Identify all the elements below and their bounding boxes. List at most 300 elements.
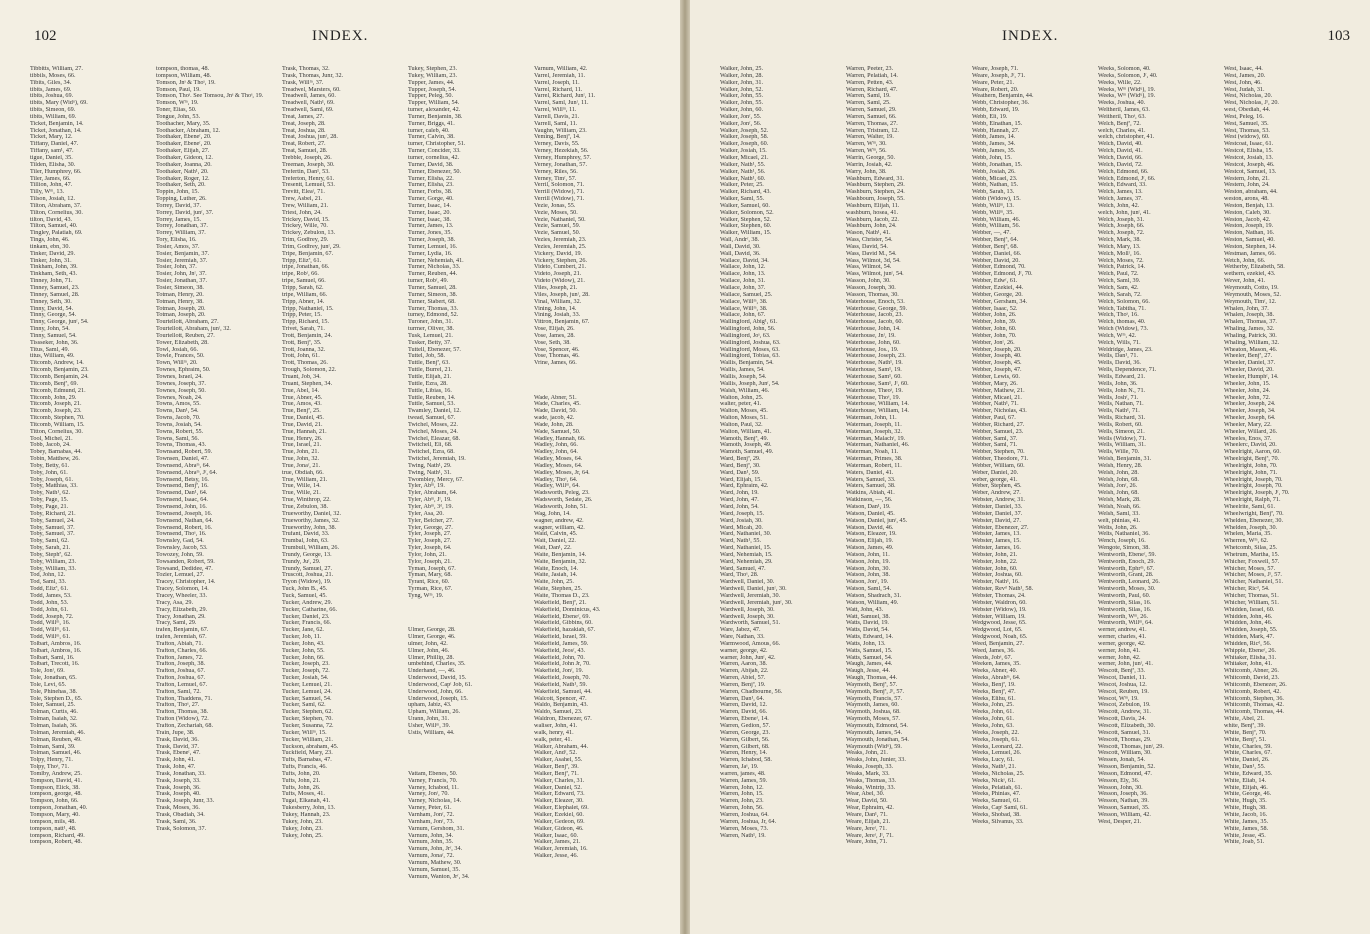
index-entry: Weeks, Shobad, 38. bbox=[972, 811, 1021, 818]
index-entry: Wamoth, Samuel, 49. bbox=[720, 449, 774, 456]
index-entry: tripe, Jonathan, 66. bbox=[282, 264, 330, 271]
index-entry: Tukey, John, 23. bbox=[282, 825, 323, 832]
index-entry: tompson, george, 48. bbox=[30, 791, 82, 798]
index-entry: Watson, James, 49. bbox=[846, 545, 894, 552]
index-entry: Toothaker, Ebeneʳ, 20. bbox=[156, 134, 212, 141]
index-entry: Towns, Dan¹, 54. bbox=[156, 408, 199, 415]
index-entry: Waite, Benjamin, 14. bbox=[534, 551, 587, 558]
index-entry: Tomson, Thoˢ. See Tomsou, Jnˢ & Thoˢ, 19. bbox=[156, 93, 264, 100]
index-entry: Turner, Jones, 35. bbox=[408, 230, 453, 237]
index-entry: Webber, Joseph, 40. bbox=[972, 353, 1022, 360]
index-entry: Wells, William, 31. bbox=[1098, 442, 1146, 449]
index-entry: Tosier, Amos, 37. bbox=[156, 243, 200, 250]
index-entry: Walker, Nath¹, 56. bbox=[720, 168, 766, 175]
index-entry: Welch, Sam, 42. bbox=[1098, 285, 1139, 291]
index-column bbox=[30, 66, 156, 880]
index-entry: Webster, Nath¹, 16. bbox=[972, 579, 1020, 586]
index-entry: Westcot, Samuel, 13. bbox=[1224, 168, 1277, 175]
index-entry: Welsh, Benjamin, 31. bbox=[1098, 456, 1152, 463]
index-entry: Tucker, Saml, 62. bbox=[282, 702, 326, 709]
index-entry: Titus, Saml, 49. bbox=[30, 346, 70, 353]
index-entry: Weare, Elijah, 21. bbox=[846, 818, 891, 825]
index-entry: Wheelerc, David, 20. bbox=[1224, 442, 1277, 449]
index-entry: Warren, Petten, 43. bbox=[846, 79, 894, 86]
index-entry: Warren, Jaˢ, 19. bbox=[720, 764, 759, 771]
index-entry: Wetherby, Elizabeth, 58. bbox=[1224, 264, 1285, 271]
index-entry: Turoner, John, 31. bbox=[408, 319, 454, 326]
index-entry: Ustis, William, 44. bbox=[408, 729, 455, 736]
index-entry: Weaks, John, 21. bbox=[846, 750, 888, 757]
index-entry: Webster, William, 19. bbox=[972, 613, 1026, 620]
index-entry: Weeks, John, 61. bbox=[972, 716, 1014, 723]
index-entry: Welch, Joseph, 72. bbox=[1098, 230, 1145, 237]
index-entry: West, Thomas, 53. bbox=[1224, 127, 1270, 134]
index-entry: Townsley, Jacob, 53. bbox=[156, 545, 208, 552]
index-entry: Tilton, Samuel, 40. bbox=[30, 223, 78, 230]
index-entry: Videto (Widow), 21. bbox=[534, 278, 585, 285]
index-entry: Turner, David, 38. bbox=[408, 161, 454, 168]
index-entry: Wakefield, Jeosʳ, 43. bbox=[534, 647, 586, 654]
index-entry: Tucker, Lemuel, 21. bbox=[282, 681, 332, 688]
index-entry: Walker, Josiah, 15. bbox=[720, 148, 767, 155]
index-entry: Weeks, Leonard, 22. bbox=[972, 743, 1023, 750]
index-entry: Walker, Abraham, 44. bbox=[534, 743, 589, 750]
index-entry: Trask, John, 41. bbox=[156, 757, 196, 764]
index-entry: Weeks, Nickˢ, 61. bbox=[972, 777, 1016, 784]
index-entry: Tracy, Elizabeth, 29. bbox=[156, 606, 208, 613]
index-entry: Webber, Theodore, 71. bbox=[972, 456, 1029, 463]
index-entry: Tryon (Widow), 19. bbox=[282, 579, 332, 586]
index-entry: Welch, Joseph, 66. bbox=[1098, 223, 1145, 230]
index-entry: Tripp, Peter, 15. bbox=[282, 312, 322, 319]
index-entry: Wait, Dan¹, 22. bbox=[534, 545, 572, 552]
index-entry: tibits, Joshua, 69. bbox=[30, 93, 74, 100]
index-entry: Tracey, Solomon, 14. bbox=[156, 586, 209, 593]
index-entry: Tolman, Reuben, 49. bbox=[30, 736, 82, 743]
index-entry: Titcomb, William, 15. bbox=[30, 421, 85, 428]
index-entry: Treadwell, Saml, 69. bbox=[282, 107, 334, 114]
index-entry: Webster, John, 60. bbox=[972, 565, 1018, 572]
index-entry: Warren, Nath¹, 19. bbox=[720, 832, 766, 839]
index-entry: Warren, Peeter, 23. bbox=[846, 66, 894, 72]
index-entry: Tolman, Saml, 39. bbox=[30, 743, 76, 750]
index-entry: wagner, andrew, 42. bbox=[534, 517, 584, 524]
index-entry: Tufts, Barnabas, 47. bbox=[282, 757, 332, 764]
index-entry: West, Nicholas, Jʳ, 20. bbox=[1224, 100, 1279, 107]
index-entry: Welch, Wᵐ, 42. bbox=[1098, 332, 1137, 339]
index-entry: Videto, Joseph, 21. bbox=[534, 271, 582, 278]
index-entry: Tilson, Josiah, 12. bbox=[30, 196, 75, 203]
index-entry: Trumbal, John, 63. bbox=[282, 538, 329, 545]
index-entry: Wentworth, Grant, 28. bbox=[1098, 572, 1154, 579]
index-entry: Vezie, Nathaniel, 50. bbox=[534, 216, 586, 223]
index-entry: Tuckson, abraham, 45. bbox=[282, 743, 339, 750]
index-entry: Wakefield, Joseph, 70. bbox=[534, 675, 591, 682]
index-entry: walk, henry, 41. bbox=[534, 729, 574, 736]
right-index-columns bbox=[720, 66, 1350, 846]
index-entry: Treadwell, James, 60. bbox=[282, 93, 336, 100]
index-entry: Vittron, Benjamin, 67. bbox=[534, 319, 590, 326]
index-entry: Todd, James, 53. bbox=[30, 592, 72, 599]
index-entry: Trevitt, Eleaʳ, 71. bbox=[282, 189, 325, 196]
index-entry: Walker, Gideon, 46. bbox=[534, 825, 584, 832]
index-entry: titus, William, 49. bbox=[30, 353, 75, 360]
index-entry: Welch (Widow), 73. bbox=[1098, 326, 1149, 333]
index-entry: Truant, Job, 34. bbox=[282, 373, 321, 380]
index-entry: Wesson, Samuel, 35. bbox=[1098, 805, 1150, 812]
index-entry: Wescott, Thomas, junʳ, 29. bbox=[1098, 743, 1164, 750]
index-entry: Webber, John, 39. bbox=[972, 319, 1017, 326]
index-entry: Titcomb, Stephen, 70. bbox=[30, 415, 85, 422]
index-entry: Wasson, John, 30. bbox=[846, 278, 891, 285]
index-entry: Weeks, Silvanus, 33. bbox=[972, 818, 1024, 825]
index-entry bbox=[408, 614, 526, 621]
index-entry: Tukey, Stephen, 23. bbox=[408, 66, 458, 72]
index-entry: Turner, Benjamin, 38. bbox=[408, 113, 463, 120]
index-entry: ulmer, John, 42. bbox=[408, 640, 448, 647]
index-entry: Weeks, Lucy, 61. bbox=[972, 757, 1015, 764]
index-entry: turney, Edmond, 52. bbox=[408, 312, 459, 319]
index-entry: Vose, James, 28. bbox=[534, 332, 575, 339]
index-entry: Usher, Willᵐ, 39. bbox=[408, 723, 451, 729]
index-entry: Weston, Benjah, 13. bbox=[1224, 202, 1274, 209]
index-entry: Tukesberry, John, 13. bbox=[282, 805, 336, 812]
index-entry: Welch, David, 72. bbox=[1098, 161, 1143, 168]
index-entry: Wells, Edward, 21. bbox=[1098, 373, 1146, 380]
index-entry: Tyler, Joseph, 27. bbox=[408, 531, 452, 538]
index-entry: Walker, Micael, 21. bbox=[720, 154, 769, 161]
index-entry: Whidden, Joseph, 55. bbox=[1224, 627, 1278, 634]
index-entry: Tolpy, Henry, 71. bbox=[30, 757, 73, 764]
index-entry: Wentworth, Wᵐ, 26. bbox=[1098, 613, 1149, 620]
index-entry: Ward, John, 54. bbox=[720, 504, 759, 510]
index-entry: Wengote, Simon, 38. bbox=[1098, 545, 1150, 552]
index-entry: Varney, Jonʳ, 70. bbox=[408, 791, 449, 798]
index-entry: Trickey, Zebulon, 13. bbox=[282, 230, 336, 237]
index-entry: Trafton, Thaddens, 71. bbox=[156, 695, 213, 702]
index-entry: Trueworthy, John, 38. bbox=[282, 524, 337, 531]
index-entry: Turner, Samuel, 28. bbox=[408, 285, 457, 291]
index-entry: Warren, Gedion, 57. bbox=[720, 723, 771, 729]
index-entry: Vezie, Samuel, 50. bbox=[534, 230, 581, 237]
left-page-number: 102 bbox=[34, 28, 57, 44]
right-page-title: INDEX. bbox=[1002, 28, 1059, 44]
index-entry: Tucker, Samuel, 54. bbox=[282, 695, 332, 702]
index-entry: Todd, Willᵐ, 61. bbox=[30, 634, 71, 641]
index-entry: Warren, Wᵐ, 56. bbox=[846, 148, 887, 155]
index-entry: Todd, Willᵐ, 16. bbox=[30, 620, 71, 627]
index-entry: Waterman, Joseph, 11. bbox=[846, 421, 902, 428]
index-entry: Tracy, Saml, 29. bbox=[156, 620, 197, 627]
index-entry: Trask, Joseph, 33. bbox=[156, 777, 201, 784]
index-entry: Tyrant, Rice, 60. bbox=[408, 579, 450, 586]
index-entry: Tusk, Lemuel, 21. bbox=[408, 332, 453, 339]
index-entry: Underwood, Capᵗ Job, 61. bbox=[408, 681, 473, 688]
index-entry: Turner, Stabert, 68. bbox=[408, 298, 456, 305]
index-entry: Tyrman, Rice, 67. bbox=[408, 586, 453, 593]
index-entry: Vose, Thomas, 46. bbox=[534, 353, 580, 360]
index-entry: Tingley, Palatiah, 69. bbox=[30, 230, 83, 237]
index-entry: Titcomb, Joseph, 21. bbox=[30, 401, 82, 408]
index-entry: Webb, James, 34. bbox=[972, 141, 1016, 148]
index-entry: Waymoth, James, 60. bbox=[846, 702, 899, 709]
index-entry: West, Peleg, 16. bbox=[1224, 113, 1264, 120]
index-entry: Townsend, Isaac, 64. bbox=[156, 497, 208, 504]
index-entry: Toothaker, Nath¹, 20. bbox=[156, 168, 209, 175]
index-entry: Webb, William, 56. bbox=[972, 223, 1021, 230]
index-entry: Wade, Abner, 51. bbox=[534, 394, 577, 401]
index-entry: Wesson, William, 42. bbox=[1098, 811, 1151, 818]
index-entry: Waterhouse, Enoch, 53. bbox=[846, 298, 905, 305]
index-entry: Torrey, James, 15. bbox=[156, 216, 202, 223]
index-entry: Wadsworth, Sedate, 26. bbox=[534, 497, 593, 504]
index-entry: Varney, Nicholas, 14. bbox=[408, 798, 462, 805]
index-entry: Trafton (Widow), 72. bbox=[156, 716, 209, 723]
index-entry: Varnum, John, 34. bbox=[408, 832, 454, 839]
index-entry: Welch, Solomon, 66. bbox=[1098, 298, 1150, 305]
index-entry: Turner, Nehemiah, 41. bbox=[408, 257, 464, 264]
index-entry: True, John, 32. bbox=[282, 456, 320, 463]
index-entry: Weymouth, Cotto, 19. bbox=[1224, 285, 1279, 291]
index-entry: Tuttell, Ebenezer, 57. bbox=[408, 346, 461, 353]
index-entry: Tyler, Abᵐ, Jʳ, 19. bbox=[408, 497, 452, 504]
index-entry: Wheeler, Humphʳ, 14. bbox=[1224, 373, 1279, 380]
index-entry: tompson, Richard, 49. bbox=[30, 832, 85, 839]
index-entry: Ward, Dan¹, 59. bbox=[720, 469, 760, 476]
index-entry: Wheeler, John, 72. bbox=[1224, 394, 1271, 401]
index-entry: Warren, John, 12. bbox=[720, 784, 764, 791]
index-entry: Ward, Nehemiah, 15. bbox=[720, 551, 773, 558]
index-entry: Townsand, Robert, 59. bbox=[156, 449, 213, 456]
index-entry: Tomson, Paul, 19. bbox=[156, 86, 201, 93]
index-entry: Wells, Simeon, 21. bbox=[1098, 428, 1145, 435]
index-entry: Wells (Widow), 71. bbox=[1098, 435, 1147, 442]
index-entry: Titcomb, Edmund, 21. bbox=[30, 387, 86, 394]
index-entry: Totman, Joseph, 20. bbox=[156, 305, 206, 312]
index-entry: Tyler, Belcher, 27. bbox=[408, 517, 454, 524]
index-entry: Tinney, Samuel, 28. bbox=[30, 291, 80, 298]
index-entry: Turner, Gorge, 40. bbox=[408, 196, 454, 203]
index-entry: Walker, John, 55. bbox=[720, 100, 764, 107]
index-entry: Whitcomb, Stephen, 36. bbox=[1224, 695, 1284, 702]
index-entry: Webber, Richard, 27. bbox=[972, 421, 1025, 428]
index-entry: Wait, Daniel, 22. bbox=[534, 538, 576, 545]
index-entry: Waterman, Joseph, 32. bbox=[846, 428, 903, 435]
index-entry: Tolman, Isaiah, 32. bbox=[30, 716, 78, 723]
index-entry: Watson, David, 46. bbox=[846, 524, 894, 531]
index-entry: True, Hannah, 21. bbox=[282, 428, 327, 435]
index-entry: Warmwood, Amous, 66. bbox=[720, 640, 781, 647]
index-entry: Watkins, Abiah, 41. bbox=[846, 490, 895, 497]
index-entry: Wentworth, Moses, 30. bbox=[1098, 586, 1156, 593]
index-entry: Walker, John, 60. bbox=[720, 107, 764, 114]
index-entry: Town, Willᵐ, 20. bbox=[156, 360, 198, 367]
index-entry: Walker, Jesse, 46. bbox=[534, 853, 579, 860]
index-entry: werner, andrew, 41. bbox=[1098, 627, 1147, 634]
index-entry: Wadley, Hannah, 66. bbox=[534, 435, 586, 442]
index-entry: Wadsworth, John, 51. bbox=[534, 504, 588, 510]
index-entry: Tupper, James, 44. bbox=[408, 79, 455, 86]
index-entry: Whitcomb, Thomas, 44. bbox=[1224, 709, 1284, 716]
index-entry: welch, John, junʳ, 41. bbox=[1098, 209, 1151, 216]
index-entry: Webber, Stephen, 70. bbox=[972, 449, 1025, 456]
index-entry: Whaling, James, 32. bbox=[1224, 326, 1275, 333]
index-entry: Trafton, James, 72. bbox=[156, 654, 204, 661]
index-entry: Tiffany, sam¹, 47. bbox=[30, 148, 74, 155]
index-entry: Tuckfield, Mary, 23. bbox=[282, 750, 333, 757]
index-entry: Varrel, Joseph, 11. bbox=[534, 79, 580, 86]
index-entry: Weeken, James, 35. bbox=[972, 661, 1021, 668]
index-entry: Watt, John, 43. bbox=[846, 606, 884, 613]
index-entry: Tobb, Jacob, 24. bbox=[30, 442, 71, 449]
index-entry: welch, christopher, 41. bbox=[1098, 134, 1155, 141]
index-entry: Tuttle, Samuel, 53. bbox=[408, 401, 456, 408]
index-entry: Tripp, Sarah, 62. bbox=[282, 285, 324, 291]
index-entry: Wamoth, Benjª, 49. bbox=[720, 435, 769, 442]
index-entry: Waite, Stephen, 25. bbox=[534, 586, 583, 593]
index-entry bbox=[408, 757, 526, 764]
index-entry: Tucker, Josiah, 54. bbox=[282, 675, 329, 682]
index-entry: Webb, Willᵐ, 13. bbox=[972, 202, 1014, 209]
index-entry: Webber, Nicholas, 43. bbox=[972, 408, 1027, 415]
index-entry: Trew, William, 21. bbox=[282, 202, 329, 209]
index-entry: Webber, Mathew, 21. bbox=[972, 387, 1025, 394]
index-entry: Trivet, Sarah, 71. bbox=[282, 326, 325, 333]
index-entry: Wheeler, Joseph, 64. bbox=[1224, 415, 1276, 422]
index-entry: Wheeler, Daniel, 37. bbox=[1224, 360, 1276, 367]
index-entry: Tupper, Peleg, 50. bbox=[408, 93, 454, 100]
index-entry: Tilton, Cornelius, 30. bbox=[30, 209, 83, 216]
index-entry: Wadley, Moses, Jr, 64. bbox=[534, 469, 590, 476]
index-entry: Tylor, John, 21. bbox=[408, 551, 447, 558]
index-entry: Vezies, Jeremiah, 23. bbox=[534, 237, 587, 244]
index-entry: Warry, John, 38. bbox=[846, 168, 887, 175]
index-entry: Ulmer, George, 46. bbox=[408, 634, 456, 641]
index-entry: Waterhouse, William, 14. bbox=[846, 401, 909, 408]
index-entry: Wallace, John, 31. bbox=[720, 278, 766, 285]
index-entry: Vickery, Stephen, 26. bbox=[534, 257, 588, 264]
index-entry: Warren, Ebeneʳ, 14. bbox=[720, 716, 769, 723]
index-entry: Tongue, John, 53. bbox=[156, 113, 201, 120]
index-entry: Wadley, John, 64. bbox=[534, 449, 578, 456]
index-entry: Webber, Lewis, 60. bbox=[972, 373, 1020, 380]
index-entry: Trafton, Zechariah, 68. bbox=[156, 723, 213, 729]
index-entry: Warren, Benjª, 19. bbox=[720, 681, 766, 688]
index-entry: Webber, Gersham, 34. bbox=[972, 298, 1028, 305]
index-entry: Warren, Ichabod, 58. bbox=[720, 757, 772, 764]
index-entry: Walker, Jonʳ, 56. bbox=[720, 120, 762, 127]
index-entry: Tucker, Jane, 62. bbox=[282, 627, 324, 634]
index-entry: Wade, Samuel, 50. bbox=[534, 428, 581, 435]
index-entry: Waymouth, Edmond, 54. bbox=[846, 723, 908, 729]
index-entry: Turner, Isaac, 38. bbox=[408, 216, 451, 223]
index-entry: Townsend, Benjª, 16. bbox=[156, 483, 209, 490]
index-entry: Webb, Hannah, 27. bbox=[972, 127, 1020, 134]
index-entry bbox=[408, 750, 526, 757]
index-entry: Trask, Moses, 36. bbox=[156, 805, 200, 812]
index-entry: Wallace, Willᵐ, 38. bbox=[720, 298, 768, 305]
index-entry: Trafton, Charles, 66. bbox=[156, 647, 208, 654]
index-entry: Toby, Matthias, 33. bbox=[30, 483, 78, 490]
index-entry: Warren, Samuel, 29. bbox=[846, 107, 897, 114]
index-entry: West, Judah, 31. bbox=[1224, 86, 1265, 93]
index-entry: Walker, Nath¹, 55. bbox=[720, 161, 766, 168]
index-entry: Welsh, Mark, 28. bbox=[1098, 497, 1141, 504]
index-entry: Weare, Dan¹, 71. bbox=[846, 811, 888, 818]
index-entry bbox=[408, 600, 526, 607]
index-entry: Watts, Samuel, 54. bbox=[846, 654, 893, 661]
index-entry: Trueworthy, Daniel, 32. bbox=[282, 510, 342, 517]
index-entry: Townsend, Betsy, 16. bbox=[156, 476, 209, 483]
index-entry: tigue, Daniel, 35. bbox=[30, 154, 73, 161]
index-entry: Wallis, Benjamin, 54. bbox=[720, 360, 774, 367]
index-entry: Varrell, Davis, 21. bbox=[534, 113, 580, 120]
index-entry: Vezies, Jeremiah, 25. bbox=[534, 243, 587, 250]
index-entry: Todd, Willᵐ, 61. bbox=[30, 627, 71, 634]
index-entry bbox=[534, 388, 652, 395]
index-entry: tibits, Simeon, 69. bbox=[30, 107, 76, 114]
index-entry: Wentworth, Ephrᵐ, 67. bbox=[1098, 565, 1155, 572]
index-entry: Washbourn, Joseph, 55. bbox=[846, 196, 905, 203]
index-entry: Tibbitts, William, 27. bbox=[30, 66, 83, 72]
index-entry: Varnum, John, Jrʳ, 34. bbox=[408, 846, 463, 853]
index-entry: Warrin, Josiah, 42. bbox=[846, 161, 893, 168]
index-entry: Vezie, Moses, 50. bbox=[534, 209, 578, 216]
index-entry: Watson, John, 38. bbox=[846, 572, 891, 579]
index-entry: Warren, Chadbourne, 56. bbox=[720, 688, 783, 695]
index-entry: Welch, Mark, 38. bbox=[1098, 237, 1141, 244]
index-entry: Tolbart, Ambros, 16. bbox=[30, 647, 82, 654]
index-entry: Watson, Daniel, 45. bbox=[846, 510, 895, 517]
index-entry: Waterhouse, Jacob, 23. bbox=[846, 312, 904, 319]
index-entry: Walker, Stephen, 60. bbox=[720, 223, 772, 230]
index-entry: Tilly, Wᵐ, 13. bbox=[30, 189, 65, 196]
index-entry bbox=[408, 607, 526, 614]
index-entry: Toothaker, Seth, 20. bbox=[156, 182, 206, 189]
index-entry: Webster, Revᵈ Nath¹, 58. bbox=[972, 586, 1034, 593]
index-entry: Todd, John, 53. bbox=[30, 599, 69, 606]
index-entry: Welsh, John, 68. bbox=[1098, 490, 1139, 497]
index-entry: Tourtellott, Reuben, 27. bbox=[156, 332, 215, 339]
index-entry: Verney, Riles, 56. bbox=[534, 168, 578, 175]
index-entry: Wass, Wilmot, 54. bbox=[846, 264, 892, 271]
index-entry: White, James, 35. bbox=[1224, 818, 1269, 825]
index-entry: Western, John, 24. bbox=[1224, 182, 1270, 189]
index-entry: White, Jesse, 45. bbox=[1224, 832, 1266, 839]
index-entry: Weber, Andrew, 27. bbox=[972, 490, 1021, 497]
index-entry: Wakefield, James, 59. bbox=[534, 640, 589, 647]
index-entry: Waymoth, Benjª, 57. bbox=[846, 681, 898, 688]
index-entry: Tyler, Abᵐ, 3ᵈ, 19. bbox=[408, 504, 453, 510]
index-entry: Webb, Elnathan, 15. bbox=[972, 120, 1023, 127]
index-entry: Wheeler, John, 24. bbox=[1224, 387, 1271, 394]
index-entry: Walker, Benjª, 71. bbox=[534, 770, 579, 777]
index-entry: Titcomb, Benjamin, 23. bbox=[30, 367, 89, 374]
index-entry: Waymoth, Joshua, 68. bbox=[846, 709, 901, 716]
index-entry: Whicher, Foxwell, 57. bbox=[1224, 558, 1280, 565]
index-entry: white, Benjª, 39. bbox=[1224, 723, 1266, 729]
index-entry: Weeks, Solomon, 40. bbox=[1098, 66, 1151, 72]
index-column bbox=[846, 66, 972, 846]
index-entry: Turner, Nicholas, 33. bbox=[408, 264, 461, 271]
index-entry: Waymoth, Francis, 57. bbox=[846, 695, 903, 702]
index-entry: Welts, Nathaniel, 36. bbox=[1098, 531, 1150, 538]
index-entry: Varnum, Mathew, 30. bbox=[408, 859, 462, 866]
index-entry: Wescott, Thomas, 29. bbox=[1098, 736, 1152, 743]
index-entry: Wallingford, John, 56. bbox=[720, 326, 776, 333]
index-entry: Wadley, Thoˢ, 64. bbox=[534, 476, 578, 483]
index-entry: True, Henry, 26. bbox=[282, 435, 323, 442]
